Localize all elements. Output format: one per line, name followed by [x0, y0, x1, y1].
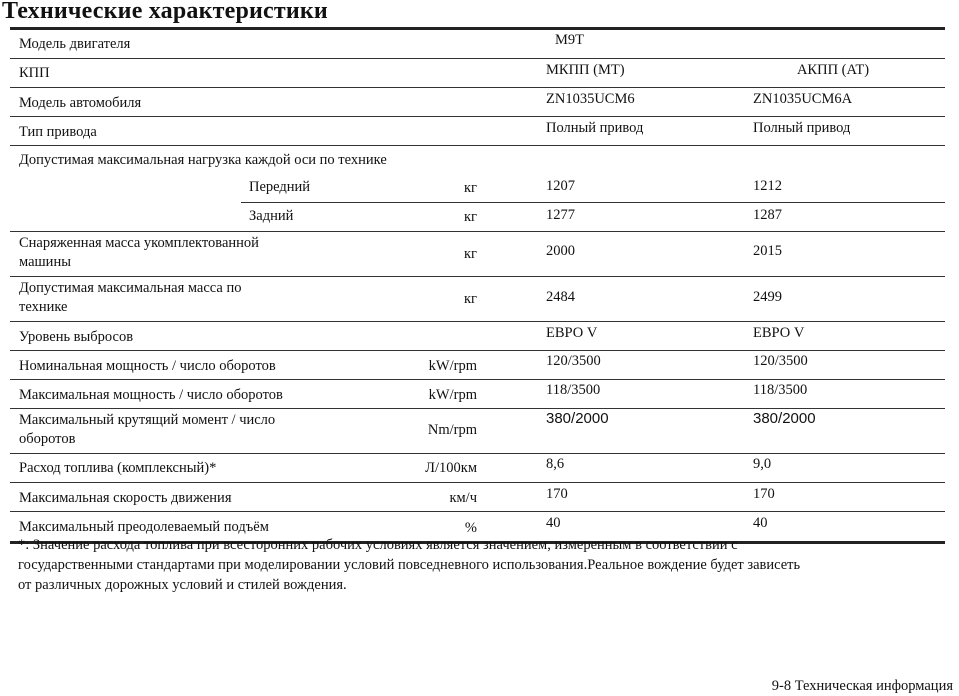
rated-power-at: 120/3500	[753, 353, 808, 369]
curb-weight-label-2: машины	[19, 254, 71, 270]
axle-rear-label: Задний	[249, 208, 294, 224]
curb-weight-label-1: Снаряженная масса укомплектованной	[19, 235, 259, 251]
max-gradient-mt: 40	[546, 515, 561, 531]
fuel-unit: Л/100км	[425, 460, 477, 476]
axle-front-unit: кг	[464, 180, 477, 196]
axle-rear-at: 1287	[753, 207, 782, 223]
curb-weight-at: 2015	[753, 243, 782, 259]
axle-rear-mt: 1277	[546, 207, 575, 223]
table-row	[10, 277, 945, 322]
page-title: Технические характеристики	[2, 0, 328, 24]
max-gradient-at: 40	[753, 515, 768, 531]
table-row	[10, 232, 945, 277]
axle-front-mt: 1207	[546, 178, 575, 194]
table-row	[10, 380, 945, 409]
footnote-line: *: Значение расхода топлива при всесторонних рабочих условиях является значением, измеренным в соответствии с	[18, 537, 738, 553]
table-row	[10, 322, 945, 351]
table-row	[10, 409, 945, 454]
max-gradient-unit: %	[464, 520, 477, 536]
max-weight-label-1: Допустимая максимальная масса по	[19, 280, 242, 296]
max-torque-unit: Nm/rpm	[427, 422, 477, 438]
axle-front-label: Передний	[249, 179, 311, 195]
max-gradient-label: Максимальный преодолеваемый подъём	[19, 519, 269, 535]
max-speed-mt: 170	[546, 486, 568, 502]
emission-at: ЕВРО V	[753, 325, 805, 341]
table-row	[10, 59, 945, 88]
table-row	[10, 351, 945, 380]
max-torque-label-2: оборотов	[19, 431, 76, 447]
fuel-at: 9,0	[753, 456, 772, 472]
fuel-mt: 8,6	[546, 456, 565, 472]
engine-model-value: M9T	[555, 32, 584, 48]
drive-type-label: Тип привода	[19, 124, 97, 140]
rated-power-unit: kW/rpm	[428, 358, 477, 374]
curb-weight-unit: кг	[464, 246, 477, 262]
specs-table	[10, 27, 945, 544]
table-row	[10, 483, 945, 512]
table-row	[10, 88, 945, 117]
axle-front-at: 1212	[753, 178, 782, 194]
max-torque-mt: 380/2000	[546, 410, 609, 427]
max-weight-mt: 2484	[546, 289, 575, 305]
footnote-line: от различных дорожных условий и стилей вождения.	[18, 577, 347, 593]
max-weight-unit: кг	[464, 291, 477, 307]
table-row	[10, 454, 945, 483]
max-power-label: Максимальная мощность / число оборотов	[19, 387, 283, 403]
drive-type-at: Полный привод	[753, 120, 851, 136]
max-power-unit: kW/rpm	[428, 387, 477, 403]
emission-mt: ЕВРО V	[546, 325, 598, 341]
emission-label: Уровень выбросов	[19, 329, 134, 345]
axle-rear-row	[10, 203, 945, 231]
rated-power-mt: 120/3500	[546, 353, 601, 369]
max-torque-at: 380/2000	[753, 410, 816, 427]
vehicle-model-at: ZN1035UCM6A	[753, 91, 853, 107]
engine-model-label: Модель двигателя	[19, 36, 131, 52]
max-power-at: 118/3500	[753, 382, 808, 398]
footnote-line: государственными стандартами при моделировании условий повседневного использования.Реальное вождение будет зависеть	[18, 557, 801, 573]
max-power-mt: 118/3500	[546, 382, 601, 398]
max-weight-label-2: технике	[19, 299, 68, 315]
vehicle-model-mt: ZN1035UCM6	[546, 91, 635, 107]
axle-front-row	[10, 174, 945, 202]
gearbox-mt: МКПП (MT)	[546, 62, 625, 78]
max-speed-at: 170	[753, 486, 775, 502]
axle-load-group	[10, 146, 945, 232]
fuel-label: Расход топлива (комплексный)*	[19, 460, 217, 476]
vehicle-model-label: Модель автомобиля	[19, 95, 142, 111]
rated-power-label: Номинальная мощность / число оборотов	[19, 358, 276, 374]
gearbox-label: КПП	[19, 65, 50, 81]
table-row	[10, 30, 945, 59]
page-footer	[772, 678, 953, 695]
curb-weight-mt: 2000	[546, 243, 575, 259]
gearbox-at: АКПП (AT)	[796, 62, 870, 78]
drive-type-mt: Полный привод	[546, 120, 644, 136]
page-number: 9-8	[771, 678, 792, 694]
axle-rear-unit: кг	[464, 209, 477, 225]
max-speed-unit: км/ч	[449, 490, 477, 506]
max-torque-label-1: Максимальный крутящий момент / число	[19, 412, 276, 428]
footnote	[18, 535, 948, 595]
max-weight-at: 2499	[753, 289, 782, 305]
axle-load-label: Допустимая максимальная нагрузка каждой оси по технике	[19, 152, 387, 168]
max-speed-label: Максимальная скорость движения	[19, 490, 232, 506]
section-name: Техническая информация	[794, 678, 953, 694]
table-row	[10, 117, 945, 146]
